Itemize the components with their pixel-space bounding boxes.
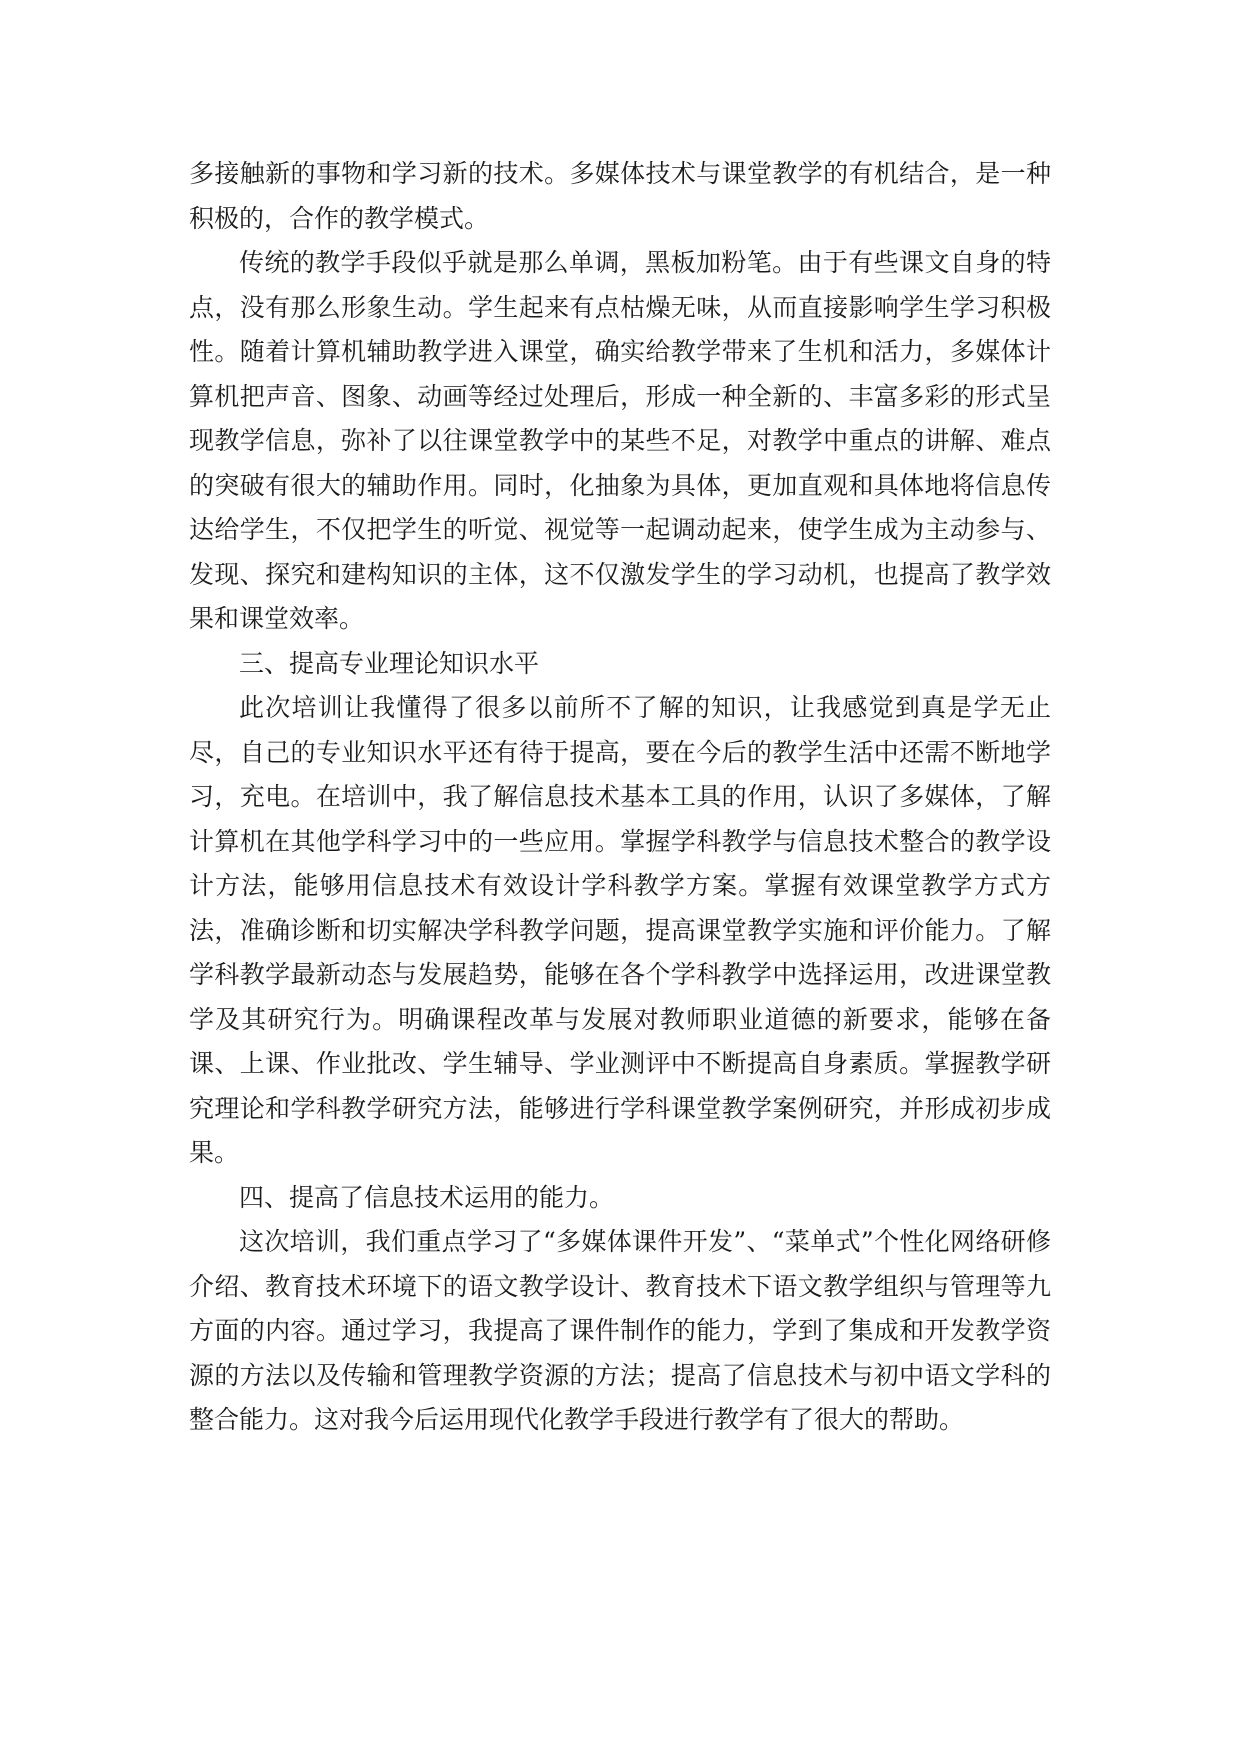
document-body [189, 152, 1051, 1443]
paragraph-traditional-teaching: 传统的教学手段似乎就是那么单调，黑板加粉笔。由于有些课文自身的特点，没有那么形象生动。学生起来有点枯燥无味，从而直接影响学生学习积极性。随着计算机辅助教学进入课堂，确实给教学带来了生机和活力，多媒体计算机把声音、图象、动画等经过处理后，形成一种全新的、丰富多彩的形式呈现教学信息，弥补了以往课堂教学中的某些不足，对教学中重点的讲解、难点的突破有很大的辅助作用。同时，化抽象为具体，更加直观和具体地将信息传达给学生，不仅把学生的听觉、视觉等一起调动起来，使学生成为主动参与、发现、探究和建构知识的主体，这不仅激发学生的学习动机，也提高了教学效果和课堂效率。 [189, 248, 1051, 633]
section-heading-four: 四、提高了信息技术运用的能力。 [239, 1182, 615, 1212]
section-heading-three: 三、提高专业理论知识水平 [239, 648, 540, 678]
paragraph-continuation: 多接触新的事物和学习新的技术。多媒体技术与课堂教学的有机结合，是一种积极的，合作的教学模式。 [189, 159, 1051, 233]
paragraph-it-ability: 这次培训，我们重点学习了“多媒体课件开发”、“菜单式”个性化网络研修介绍、教育技术环境下的语文教学设计、教育技术下语文教学组织与管理等九方面的内容。通过学习，我提高了课件制作的能力，学到了集成和开发教学资源的方法以及传输和管理教学资源的方法；提高了信息技术与初中语文学科的整合能力。这对我今后运用现代化教学手段进行教学有了很大的帮助。 [189, 1227, 1051, 1434]
paragraph-professional-knowledge: 此次培训让我懂得了很多以前所不了解的知识，让我感觉到真是学无止尽，自己的专业知识水平还有待于提高，要在今后的教学生活中还需不断地学习，充电。在培训中，我了解信息技术基本工具的作用，认识了多媒体，了解计算机在其他学科学习中的一些应用。掌握学科教学与信息技术整合的教学设计方法，能够用信息技术有效设计学科教学方案。掌握有效课堂教学方式方法，准确诊断和切实解决学科教学问题，提高课堂教学实施和评价能力。了解学科教学最新动态与发展趋势，能够在各个学科教学中选择运用，改进课堂教学及其研究行为。明确课程改革与发展对教师职业道德的新要求，能够在备课、上课、作业批改、学生辅导、学业测评中不断提高自身素质。掌握教学研究理论和学科教学研究方法，能够进行学科课堂教学案例研究，并形成初步成果。 [189, 693, 1051, 1167]
